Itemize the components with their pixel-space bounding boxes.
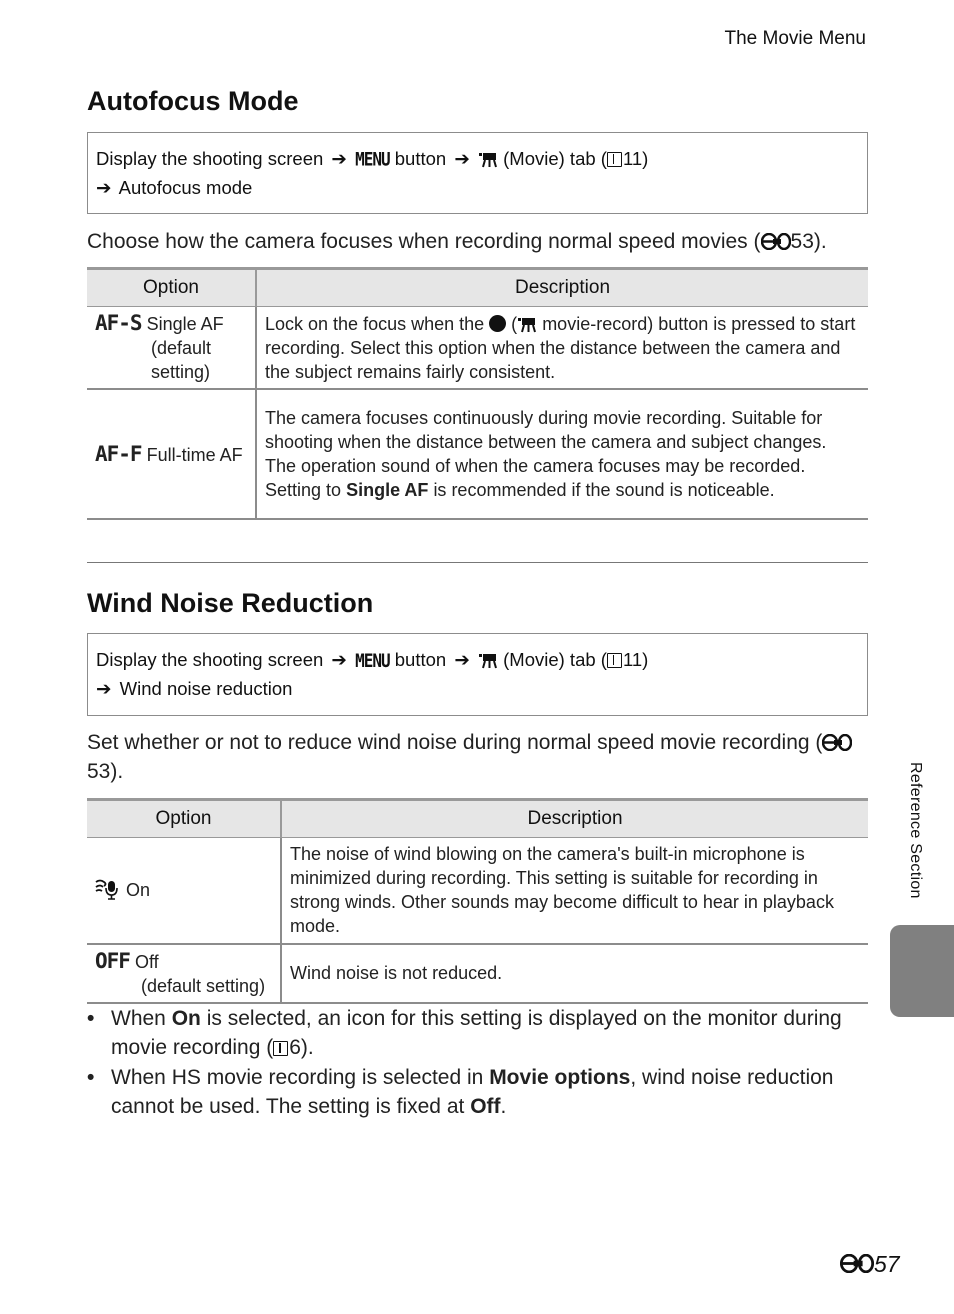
description-cell: [281, 838, 868, 944]
table-row: [87, 307, 868, 390]
description-cell: [256, 389, 868, 519]
wind-nav-path: [87, 633, 868, 716]
autofocus-nav-path: [87, 132, 868, 214]
description-text: movie-record) button is pressed to start recording. Select this option when the distance between the camera and the subject remains fairly consistent.: [265, 313, 856, 382]
nav-tab-text: (Movie) tab (: [503, 148, 607, 169]
table-header-row: [87, 269, 868, 307]
nav-line-2: [96, 675, 859, 703]
arrow-icon: ➔: [331, 649, 347, 670]
book-icon: [273, 1041, 288, 1056]
note-text: , wind noise reduction cannot be used. The setting is fixed at: [111, 1066, 834, 1118]
table-row: [87, 838, 868, 944]
book-icon: [607, 152, 622, 167]
record-dot-icon: [489, 315, 506, 332]
page-number-text: 57: [874, 1251, 900, 1277]
nav-line-1: [96, 646, 859, 675]
option-name: Off: [134, 951, 159, 972]
af-s-icon: AF-S: [95, 311, 142, 335]
book-icon: [607, 653, 622, 668]
section-divider: [87, 562, 868, 563]
reference-e-icon: [822, 734, 852, 751]
option-sub: (default setting): [151, 338, 212, 382]
arrow-icon: ➔: [96, 177, 112, 198]
movie-icon: [478, 150, 498, 168]
description-text: is recommended if the sound is noticeable.: [433, 480, 775, 500]
nav-button-text: button: [394, 148, 447, 169]
note-text: is selected, an icon for this setting is displayed on the monitor during movie recording (: [111, 1007, 842, 1059]
wind-noise-reduction-heading: Wind Noise Reduction: [87, 588, 374, 618]
note-text: .: [500, 1095, 507, 1118]
option-name: Single AF: [146, 314, 224, 334]
wind-intro: [87, 728, 857, 786]
side-section-label: Reference Section: [907, 762, 924, 899]
table-row: [87, 389, 868, 519]
intro-ref: 53).: [87, 760, 124, 783]
nav-line-2: [96, 174, 859, 202]
option-cell: [87, 944, 281, 1003]
description-text: Wind noise is not reduced.: [290, 963, 503, 983]
option-column-header: Option: [87, 800, 281, 838]
autofocus-options-table: [87, 267, 868, 520]
option-cell: [87, 389, 256, 519]
description-text: The noise of wind blowing on the camera's built-in microphone is minimized during recording. This setting is suitable for recording in strong winds. Other sounds may become difficult to hear in playback mode.: [290, 844, 834, 937]
nav-tab-text: (Movie) tab (: [503, 649, 607, 670]
menu-button-icon: MENU: [355, 148, 390, 171]
nav-line-1: [96, 145, 859, 174]
table-row: [87, 944, 868, 1003]
notes-list: [87, 1004, 867, 1122]
off-icon: OFF: [95, 948, 130, 973]
arrow-icon: ➔: [454, 148, 470, 169]
intro-ref: 53).: [790, 230, 827, 253]
nav-start-text: Display the shooting screen: [96, 148, 324, 169]
autofocus-intro: [87, 227, 857, 256]
description-text: Lock on the focus when the: [265, 313, 485, 334]
intro-text: Choose how the camera focuses when recording normal speed movies (: [87, 230, 761, 253]
description-cell: Lock on the focus when the ( movie-record) button is pressed to start recording. Select this option when the distance between the camera and the subject remains fairly consistent.: [256, 307, 868, 390]
option-name: On: [126, 880, 151, 901]
arrow-icon: ➔: [454, 649, 470, 670]
option-name: Full-time AF: [146, 444, 243, 465]
bold-term: Movie options: [489, 1066, 631, 1089]
option-cell: [87, 307, 256, 390]
reference-e-icon: [840, 1254, 874, 1273]
nav-start-text: Display the shooting screen: [96, 649, 324, 670]
option-sub: (default setting): [141, 975, 266, 996]
note-text: When: [111, 1007, 166, 1030]
nav-destination: Wind noise reduction: [119, 678, 293, 699]
arrow-icon: ➔: [96, 678, 112, 699]
table-header-row: [87, 800, 868, 838]
option-column-header: Option: [87, 269, 256, 307]
movie-icon: [478, 651, 498, 669]
note-ref: 6).: [289, 1036, 314, 1059]
list-item: [87, 1063, 867, 1121]
option-cell: [87, 838, 281, 944]
wind-mic-icon: [95, 878, 121, 900]
nav-ref: 11): [622, 649, 649, 670]
description-column-header: Description: [256, 269, 868, 307]
arrow-icon: ➔: [331, 148, 347, 169]
bold-term: Off: [470, 1095, 501, 1118]
bold-term: Single AF: [346, 480, 429, 500]
autofocus-mode-heading: Autofocus Mode: [87, 86, 299, 116]
wind-options-table: [87, 798, 868, 1004]
bold-term: On: [171, 1007, 201, 1030]
description-column-header: Description: [281, 800, 868, 838]
nav-button-text: button: [394, 649, 447, 670]
nav-destination: Autofocus mode: [118, 177, 253, 198]
running-header: The Movie Menu: [724, 28, 866, 49]
nav-ref: 11): [622, 148, 649, 169]
description-text: The camera focuses continuously during movie recording. Suitable for shooting when the distance between the camera and subject changes. The operation sound of when the camera focuses may be recorded. Setting to: [265, 408, 827, 500]
intro-text: Set whether or not to reduce wind noise during normal speed movie recording (: [87, 731, 823, 754]
movie-icon: [517, 315, 537, 333]
reference-e-icon: [761, 233, 791, 250]
list-item: [87, 1004, 867, 1062]
section-thumb-tab: [890, 925, 954, 1017]
note-text: When HS movie recording is selected in: [111, 1066, 484, 1089]
af-f-icon: AF-F: [95, 441, 142, 466]
page-number: [840, 1251, 900, 1278]
menu-button-icon: MENU: [355, 649, 390, 672]
description-cell: [281, 944, 868, 1003]
